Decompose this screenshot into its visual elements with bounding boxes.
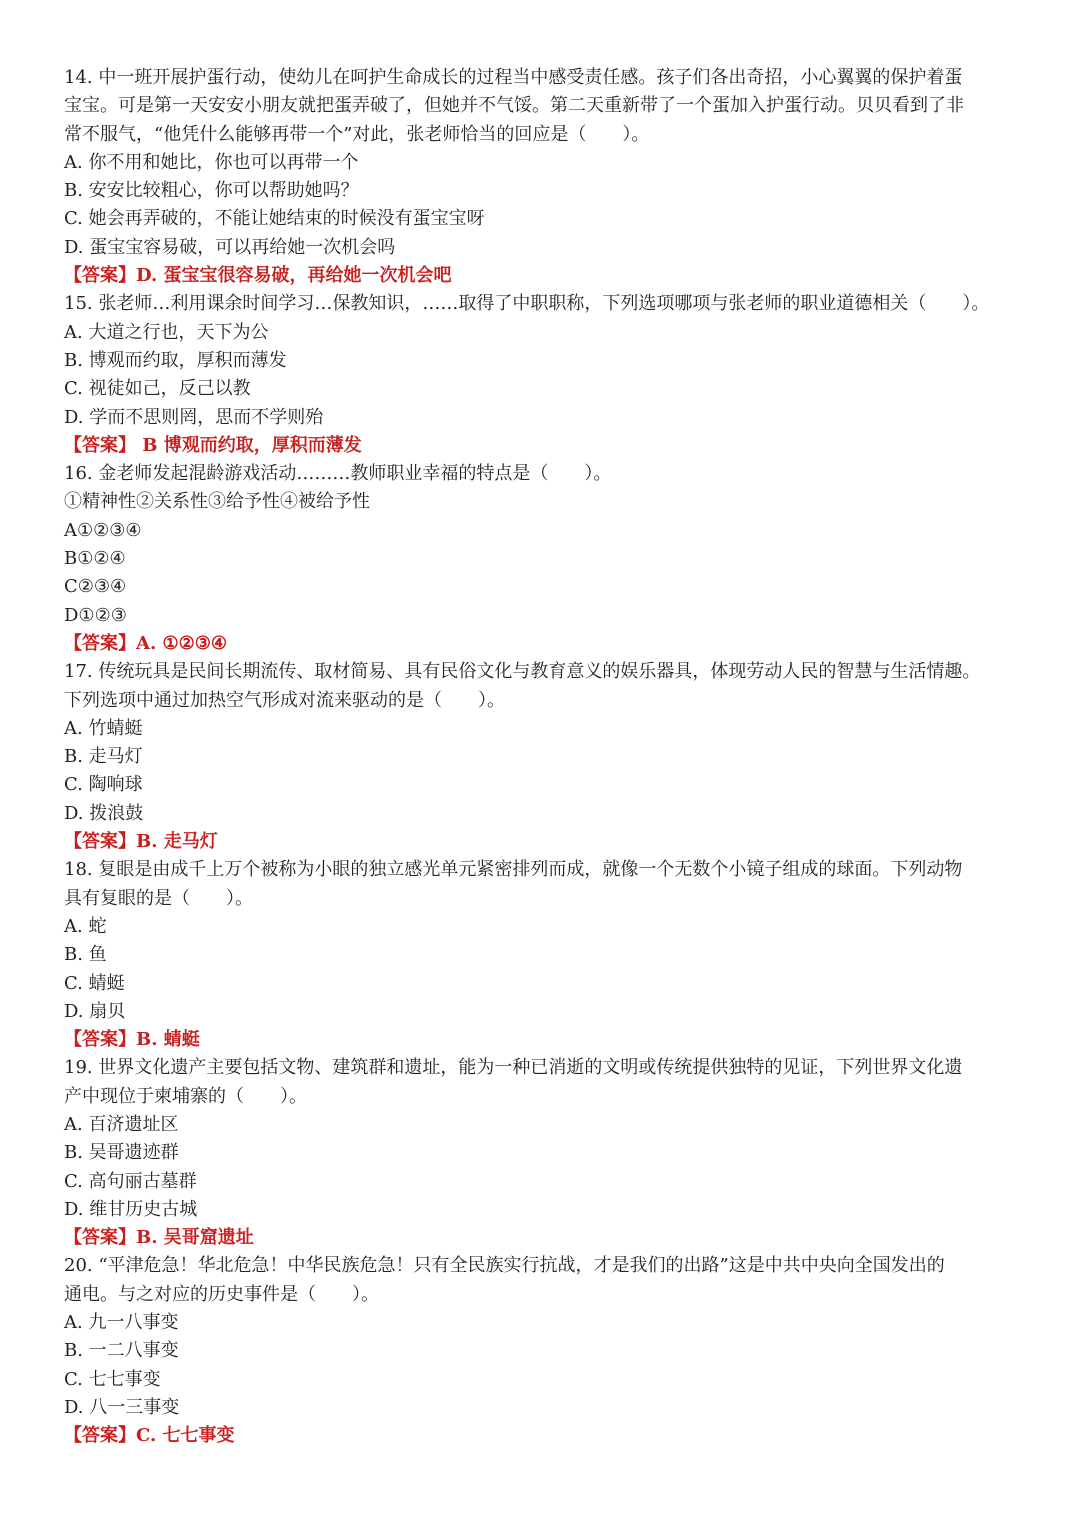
option-a: A. 大道之行也，天下为公: [64, 321, 269, 343]
option-c: C. 七七事变: [64, 1368, 161, 1390]
option-c: C. 陶响球: [64, 774, 143, 796]
option-b: B. 走马灯: [64, 746, 143, 768]
option-c: C. 视徒如己，反己以教: [64, 378, 251, 400]
answer-line: 【答案】A. ①②③④: [64, 632, 228, 654]
option-d: D. 八一三事变: [64, 1396, 180, 1418]
option-a: A. 百济遗址区: [64, 1113, 179, 1135]
question-15: [64, 290, 1039, 460]
question-stem-line: 15. 张老师…利用课余时间学习…保教知识，……取得了中职职称，下列选项哪项与张老师的职业道德相关（ ）。: [64, 293, 990, 315]
question-14: [64, 64, 1039, 290]
question-stem-line: 14. 中一班开展护蛋行动，使幼儿在呵护生命成长的过程当中感受责任感。孩子们各出奇招，小心翼翼的保护着蛋: [64, 67, 963, 88]
option-b: B. 安安比较粗心，你可以帮助她吗？: [64, 180, 359, 202]
question-stem-line: 产中现位于柬埔寨的（ ）。: [64, 1085, 307, 1107]
question-stem-line: 18. 复眼是由成千上万个被称为小眼的独立感光单元紧密排列而成，就像一个无数个小镜子组成的球面。下列动物: [64, 859, 963, 881]
option-d: D. 拨浪鼓: [64, 802, 144, 824]
option-b: B. 鱼: [64, 944, 107, 966]
question-16: [64, 460, 1039, 658]
question-stem-line: 通电。与之对应的历史事件是（ ）。: [64, 1283, 379, 1305]
question-stem-line: 下列选项中通过加热空气形成对流来驱动的是（ ）。: [64, 689, 505, 711]
question-stem-line: ①精神性②关系性③给予性④被给予性: [64, 491, 370, 513]
option-b: B①②④: [64, 548, 126, 570]
question-19: [64, 1054, 1039, 1252]
answer-line: 【答案】B. 走马灯: [64, 831, 218, 853]
option-d: D. 维甘历史古城: [64, 1198, 198, 1220]
answer-line: 【答案】D. 蛋宝宝很容易破，再给她一次机会吧: [64, 265, 452, 287]
option-a: A①②③④: [64, 519, 142, 541]
question-stem-line: 19. 世界文化遗产主要包括文物、建筑群和遗址，能为一种已消逝的文明或传统提供独特的见证，下列世界文化遗: [64, 1057, 963, 1079]
option-c: C. 高句丽古墓群: [64, 1170, 197, 1192]
option-d: D. 蛋宝宝容易破，可以再给她一次机会吗: [64, 236, 396, 258]
option-a: A. 九一八事变: [64, 1312, 179, 1334]
option-c: C. 她会再弄破的，不能让她结束的时候没有蛋宝宝呀: [64, 208, 485, 230]
option-d: D①②③: [64, 604, 127, 626]
option-d: D. 扇贝: [64, 1000, 126, 1022]
question-20: [64, 1252, 1039, 1450]
answer-line: 【答案】B. 蜻蜓: [64, 1029, 200, 1051]
option-a: A. 竹蜻蜓: [64, 717, 143, 739]
question-stem-line: 20. “平津危急！华北危急！中华民族危急！只有全民族实行抗战，才是我们的出路”这是中共中央向全国发出的: [64, 1255, 945, 1277]
answer-line: 【答案】B. 吴哥窟遗址: [64, 1227, 254, 1249]
question-17: [64, 658, 1039, 856]
option-a: A. 你不用和她比，你也可以再带一个: [64, 151, 359, 173]
option-b: B. 一二八事变: [64, 1340, 179, 1362]
option-c: C②③④: [64, 576, 127, 598]
question-page: [64, 64, 1039, 1451]
question-stem-line: 17. 传统玩具是民间长期流传、取材简易、具有民俗文化与教育意义的娱乐器具，体现劳动人民的智慧与生活情趣。: [64, 661, 981, 683]
option-c: C. 蜻蜓: [64, 972, 125, 994]
answer-line: 【答案】C. 七七事变: [64, 1425, 235, 1447]
option-b: B. 博观而约取，厚积而薄发: [64, 349, 287, 371]
question-18: [64, 856, 1039, 1054]
option-b: B. 吴哥遗迹群: [64, 1142, 179, 1164]
question-stem-line: 常不服气，“他凭什么能够再带一个”对此，张老师恰当的回应是（ ）。: [64, 123, 650, 145]
question-stem-line: 宝宝。可是第一天安安小朋友就把蛋弄破了，但她并不气馁。第二天重新带了一个蛋加入护蛋行动。贝贝看到了非: [64, 95, 964, 117]
question-stem-line: 具有复眼的是（ ）。: [64, 887, 253, 909]
question-stem-line: 16. 金老师发起混龄游戏活动………教师职业幸福的特点是（ ）。: [64, 463, 612, 485]
answer-line: 【答案】 B 博观而约取，厚积而薄发: [64, 434, 362, 456]
option-d: D. 学而不思则罔，思而不学则殆: [64, 406, 324, 428]
option-a: A. 蛇: [64, 915, 107, 937]
